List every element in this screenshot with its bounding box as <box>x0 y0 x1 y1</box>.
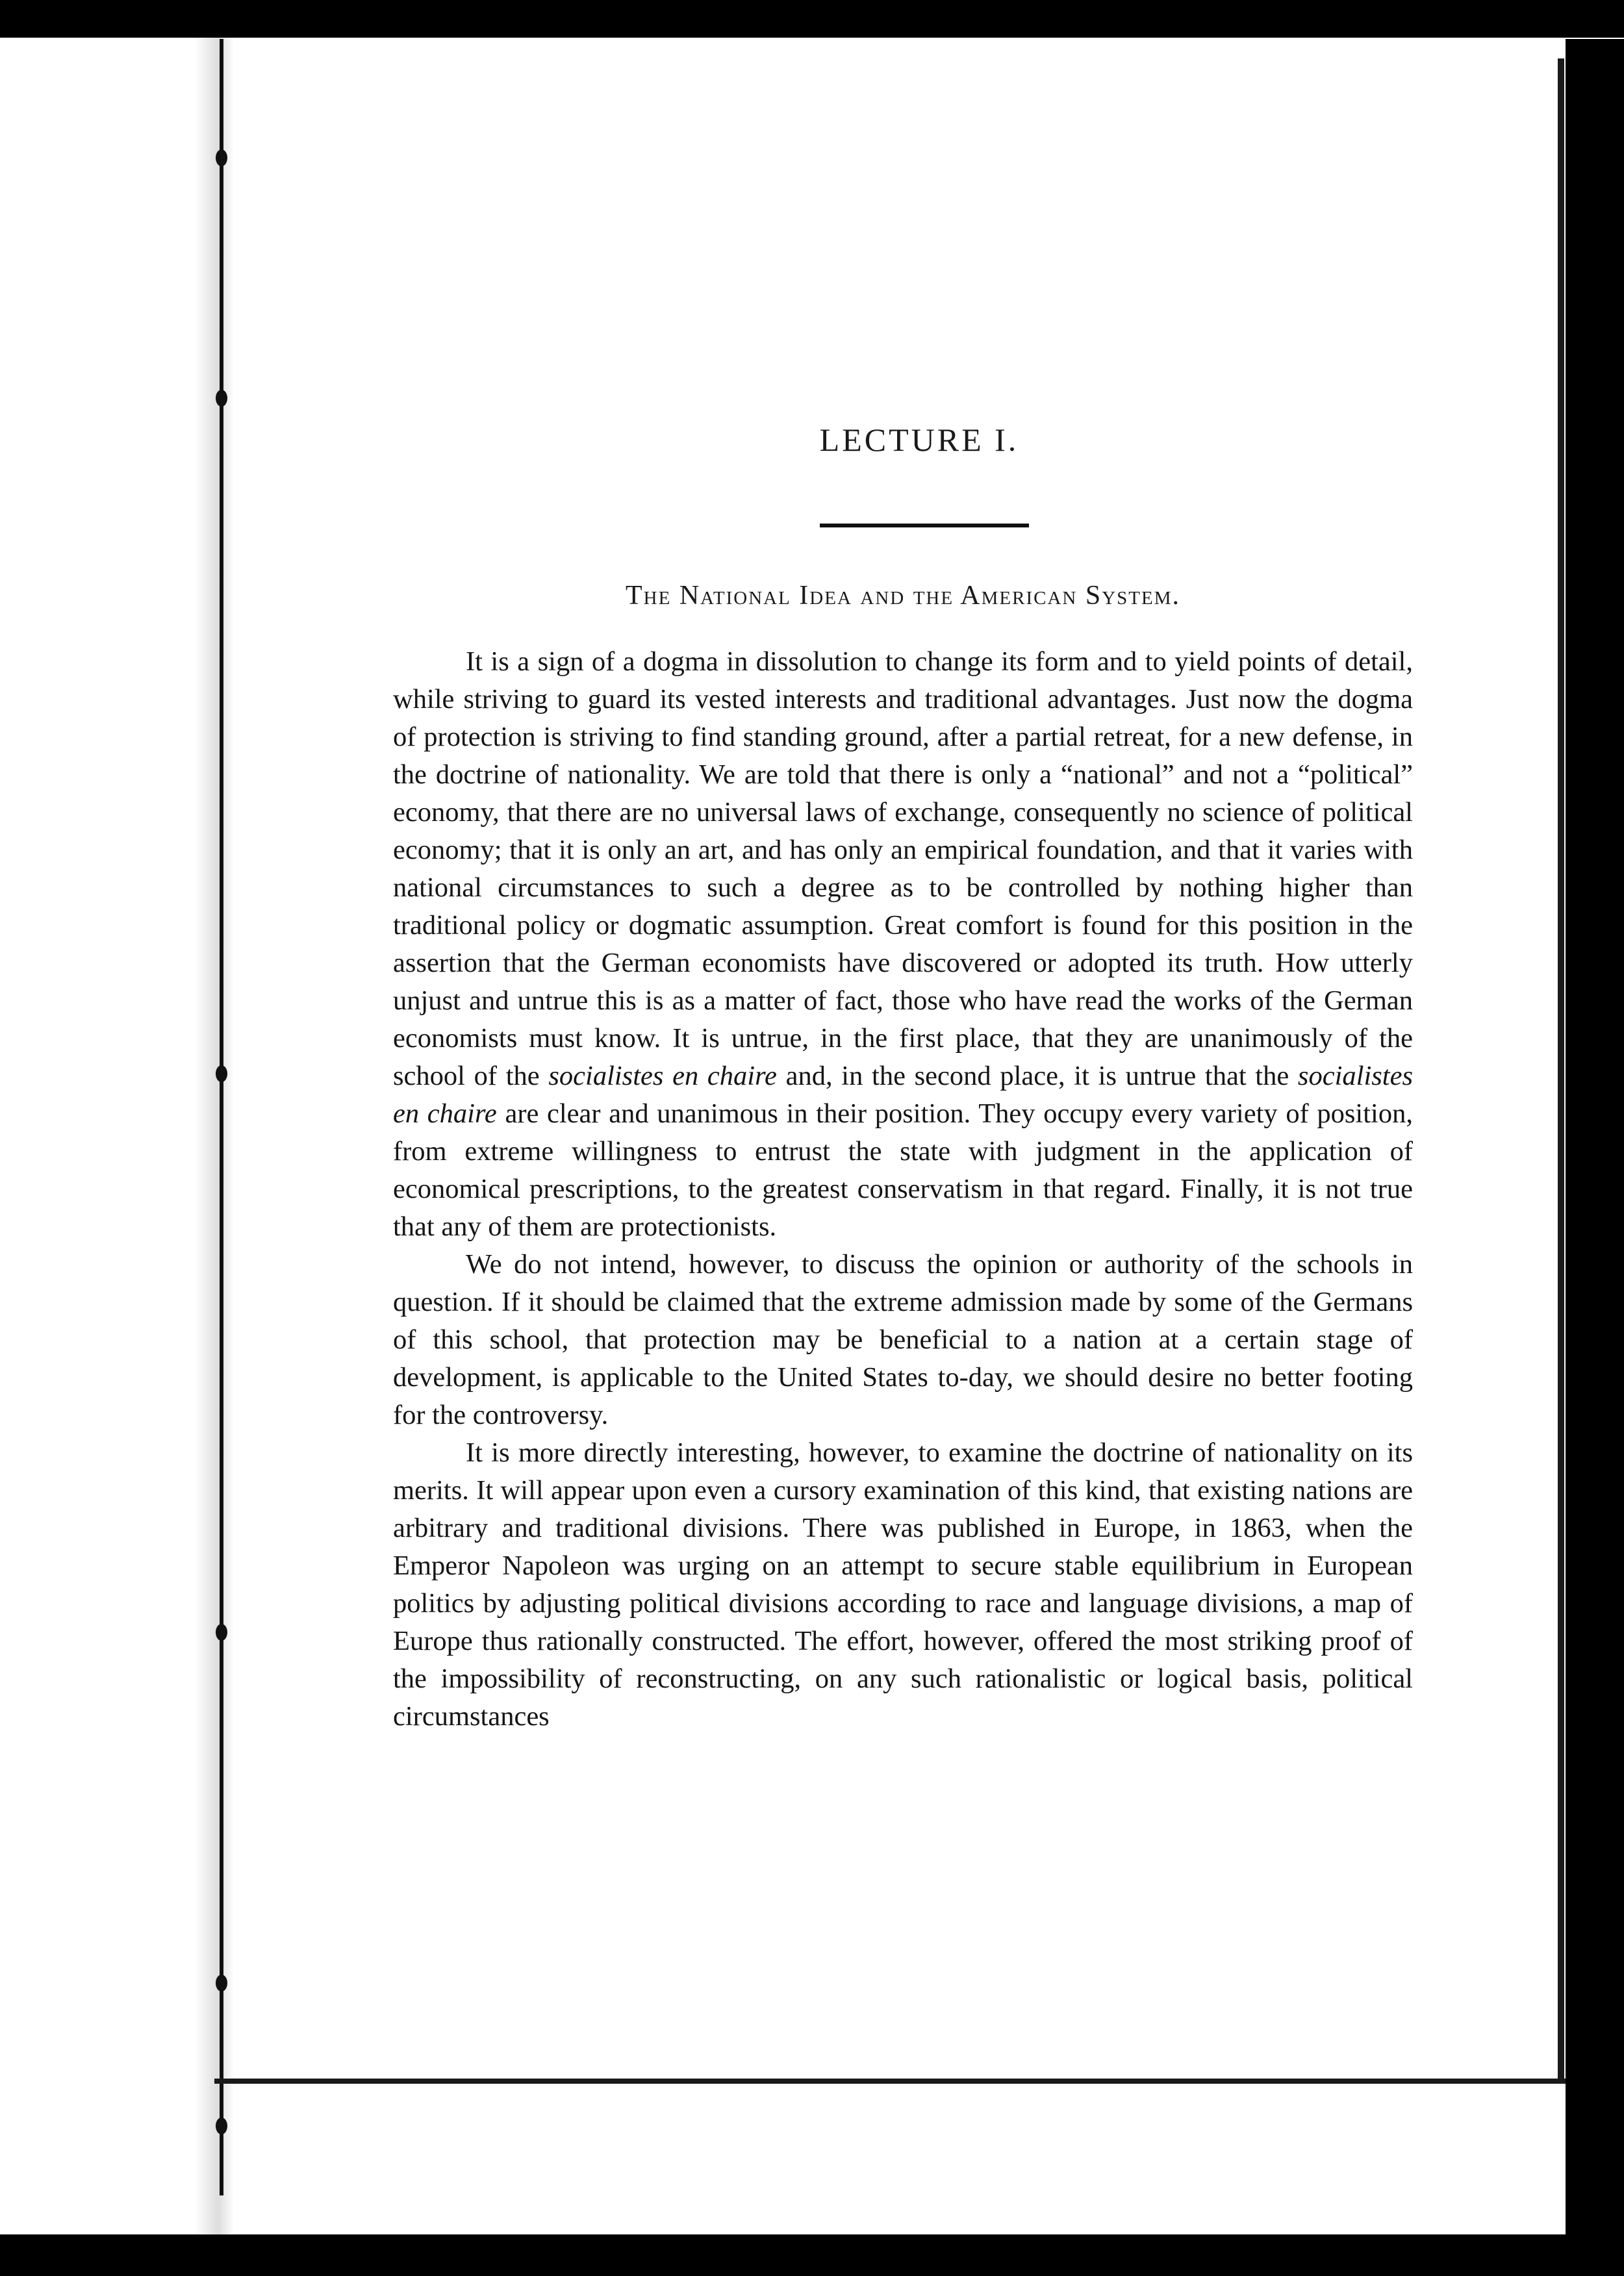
paragraph <box>393 1434 1413 1736</box>
body-text <box>393 643 1413 1736</box>
paragraph-text: It is a sign of a dogma in dissolution to change its form and to yield points of detail, while striving to guard its vested interests and traditional advantages. Just now the dogma of protection is striving to find standing ground, after a partial retreat, for a new defense, in the doctrine of nationality. We are told that there is only a “national” and not a “political” economy, that there are no universal laws of exchange, consequently no science of political economy; that it is only an art, and has only an empirical foundation, and that it varies with national circumstances to such a degree as to be controlled by nothing higher than traditional policy or dogmatic assumption. Great comfort is found for this position in the assertion that the German economists have discovered or adopted its truth. How utterly unjust and untrue this is as a matter of fact, those who have read the works of the German economists must know. It is untrue, in the first place, that they are unanimously of the school of the <box>393 646 1413 1091</box>
lecture-title: LECTURE I. <box>819 422 1019 458</box>
binding-gutter <box>195 38 234 2234</box>
paragraph-text: We do not intend, however, to discuss the opinion or authority of the schools in question. If it should be claimed that the extreme admission made by some of the Germans of this school, that protection may be beneficial to a nation at a certain stage of development, is applicable to the United States to-day, we should desire no better footing for the controversy. <box>393 1249 1413 1430</box>
paragraph-text: are clear and unanimous in their position. They occupy every variety of position, from extreme willingness to entrust the state with judgment in the application of economical prescriptions, to the greatest conservatism in that regard. Finally, it is not true that any of them are protectionists. <box>393 1098 1413 1242</box>
binding-edge-line <box>220 39 223 2195</box>
binding-mark <box>216 1975 227 1992</box>
binding-mark <box>216 149 227 166</box>
binding-mark <box>216 390 227 407</box>
scan-top-border <box>0 0 1624 38</box>
scan-right-border <box>1566 39 1624 2276</box>
title-divider <box>820 524 1029 527</box>
scan-bottom-border <box>0 2234 1624 2276</box>
page-right-edge <box>1558 58 1564 2079</box>
paragraph-text: and, in the second place, it is untrue that the <box>776 1061 1298 1091</box>
chapter-heading: The National Idea and the American System. <box>626 581 1180 611</box>
italic-phrase: socialistes en chaire <box>548 1061 777 1091</box>
binding-mark <box>216 1624 227 1641</box>
binding-mark <box>216 1065 227 1082</box>
paragraph <box>393 1246 1413 1434</box>
italic-phrase: socialistes en chaire <box>393 1061 1413 1129</box>
page-bottom-edge <box>214 2079 1566 2084</box>
paragraph-text: It is more directly interesting, however, to examine the doctrine of nationality on its merits. It will appear upon even a cursory examination of this kind, that existing nations are arbitrary and traditional divisions. There was published in Europe, in 1863, when the Emperor Napoleon was urging on an attempt to secure stable equilibrium in European politics by adjusting political divisions according to race and language divisions, a map of Europe thus rationally constructed. The effort, however, offered the most striking proof of the impossibility of reconstructing, on any such rationalistic or logical basis, political circumstances <box>393 1437 1413 1732</box>
binding-mark <box>216 2118 227 2134</box>
paragraph <box>393 643 1413 1246</box>
